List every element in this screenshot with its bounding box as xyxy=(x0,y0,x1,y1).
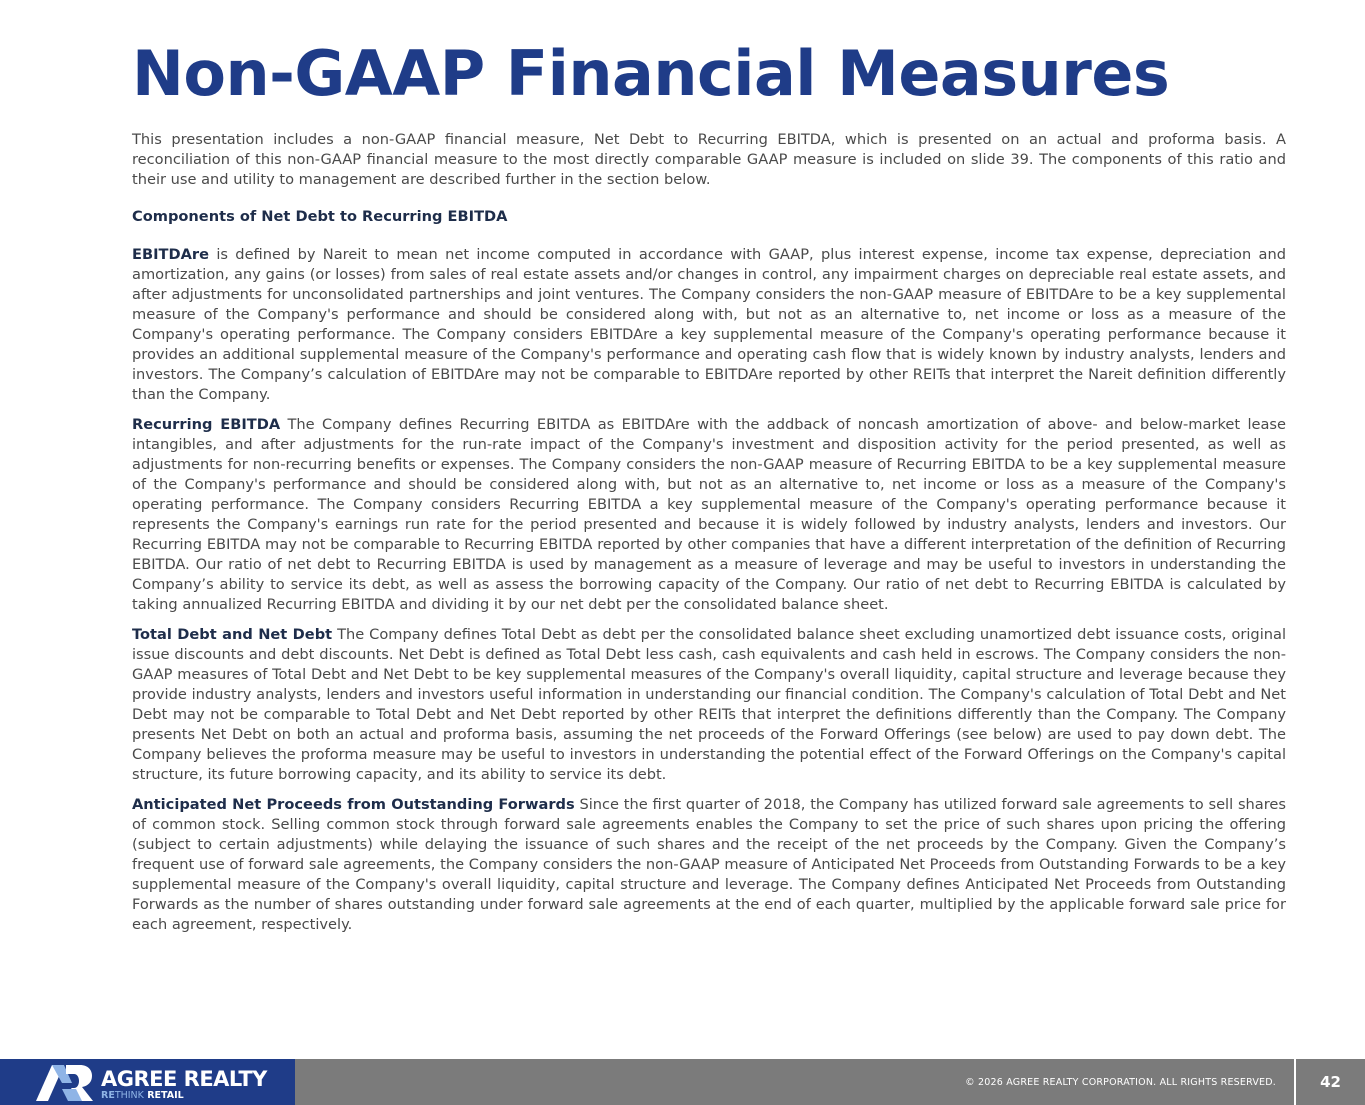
logo xyxy=(0,1059,295,1105)
definition-term: Recurring EBITDA xyxy=(132,416,281,433)
definition-paragraph xyxy=(132,795,1286,935)
definition-term: Total Debt and Net Debt xyxy=(132,626,333,643)
definition-text: Since the first quarter of 2018, the Company has utilized forward sale agreements to sell shares of common stock. Selling common stock through forward sale agreements enables the Company to set the price of such shares upon pricing the offering (subject to certain adjustments) while delaying the issuance of such shares and the receipt of the net proceeds by the Company. Given the Company’s frequent use of forward sale agreements, the Company considers the non-GAAP measure of Anticipated Net Proceeds from Outstanding Forwards to be a key supplemental measure of the Company's overall liquidity, capital structure and leverage. The Company defines Anticipated Net Proceeds from Outstanding Forwards as the number of shares outstanding under forward sale agreements at the end of each quarter, multiplied by the applicable forward sale price for each agreement, respectively. xyxy=(132,796,1287,933)
definition-paragraph xyxy=(132,415,1286,615)
definition-paragraph xyxy=(132,625,1286,785)
tagline-re: RE xyxy=(101,1090,115,1101)
page-number: 42 xyxy=(1320,1073,1341,1091)
copyright-notice: © 2026 AGREE REALTY CORPORATION. ALL RIGHTS RESERVED. xyxy=(965,1077,1276,1088)
page-title: Non-GAAP Financial Measures xyxy=(132,37,1170,110)
footer-bar xyxy=(0,1059,1365,1105)
definition-text: The Company defines Total Debt as debt per the consolidated balance sheet excluding unamortized debt issuance costs, original issue discounts and debt discounts. Net Debt is defined as Total Debt less cash, cash equivalents and cash held in escrows. The Company considers the non-GAAP measures of Total Debt and Net Debt to be key supplemental measures of the Company's overall liquidity, capital structure and leverage because they provide industry analysts, lenders and investors useful information in understanding our financial condition. The Company's calculation of Total Debt and Net Debt may not be comparable to Total Debt and Net Debt reported by other REITs that interpret the definitions differently than the Company. The Company presents Net Debt on both an actual and proforma basis, assuming the net proceeds of the Forward Offerings (see below) are used to pay down debt. The Company believes the proforma measure may be useful to investors in understanding the potential effect of the Forward Offerings on the Company's capital structure, its future borrowing capacity, and its ability to service its debt. xyxy=(132,626,1286,783)
definition-text: is defined by Nareit to mean net income computed in accordance with GAAP, plus interest expense, income tax expense, depreciation and amortization, any gains (or losses) from sales of real estate assets and/or changes in control, any impairment charges on depreciable real estate assets, and after adjustments for unconsolidated partnerships and joint ventures. The Company considers the non-GAAP measure of EBITDAre to be a key supplemental measure of the Company's performance and should be considered along with, but not as an alternative to, net income or loss as a measure of the Company's operating performance. The Company considers EBITDAre a key supplemental measure of the Company's operating performance because it provides an additional supplemental measure of the Company's performance and operating cash flow that is widely known by industry analysts, lenders and investors. The Company’s calculation of EBITDAre may not be comparable to EBITDAre reported by other REITs that interpret the Nareit definition differently than the Company. xyxy=(132,246,1286,403)
definition-term: Anticipated Net Proceeds from Outstanding Forwards xyxy=(132,796,575,813)
agree-realty-logo-icon xyxy=(36,1065,94,1101)
definition-term: EBITDAre xyxy=(132,246,209,263)
definition-text: The Company defines Recurring EBITDA as EBITDAre with the addback of noncash amortization of above- and below-market lease intangibles, and after adjustments for the run-rate impact of the Company's investment and disposition activity for the period presented, as well as adjustments for non-recurring benefits or expenses. The Company considers the non-GAAP measure of Recurring EBITDA to be a key supplemental measure of the Company's performance and should be considered along with, but not as an alternative to, net income or loss as a measure of the Company's operating performance. The Company considers Recurring EBITDA a key supplemental measure of the Company's operating performance because it represents the Company's earnings run rate for the period presented and because it is widely followed by industry analysts, lenders and investors. Our Recurring EBITDA may not be comparable to Recurring EBITDA reported by other companies that have a different interpretation of the definition of Recurring EBITDA. Our ratio of net debt to Recurring EBITDA is used by management as a measure of leverage and may be useful to investors in understanding the Company’s ability to service its debt, as well as assess the borrowing capacity of the Company. Our ratio of net debt to Recurring EBITDA is calculated by taking annualized Recurring EBITDA and dividing it by our net debt per the consolidated balance sheet. xyxy=(132,416,1287,613)
tagline-think: THINK xyxy=(114,1090,144,1101)
definition-paragraph xyxy=(132,245,1286,405)
intro-paragraph: This presentation includes a non-GAAP financial measure, Net Debt to Recurring EBITDA, which is presented on an actual and proforma basis. A reconciliation of this non-GAAP financial measure to the most directly comparable GAAP measure is included on slide 39. The components of this ratio and their use and utility to management are described further in the section below. xyxy=(132,131,1286,188)
content-body xyxy=(132,130,1286,945)
tagline-retail: RETAIL xyxy=(143,1090,184,1101)
logo-name: AGREE REALTY xyxy=(101,1067,267,1091)
section-heading: Components of Net Debt to Recurring EBITDA xyxy=(132,208,508,225)
logo-tagline xyxy=(101,1090,184,1101)
